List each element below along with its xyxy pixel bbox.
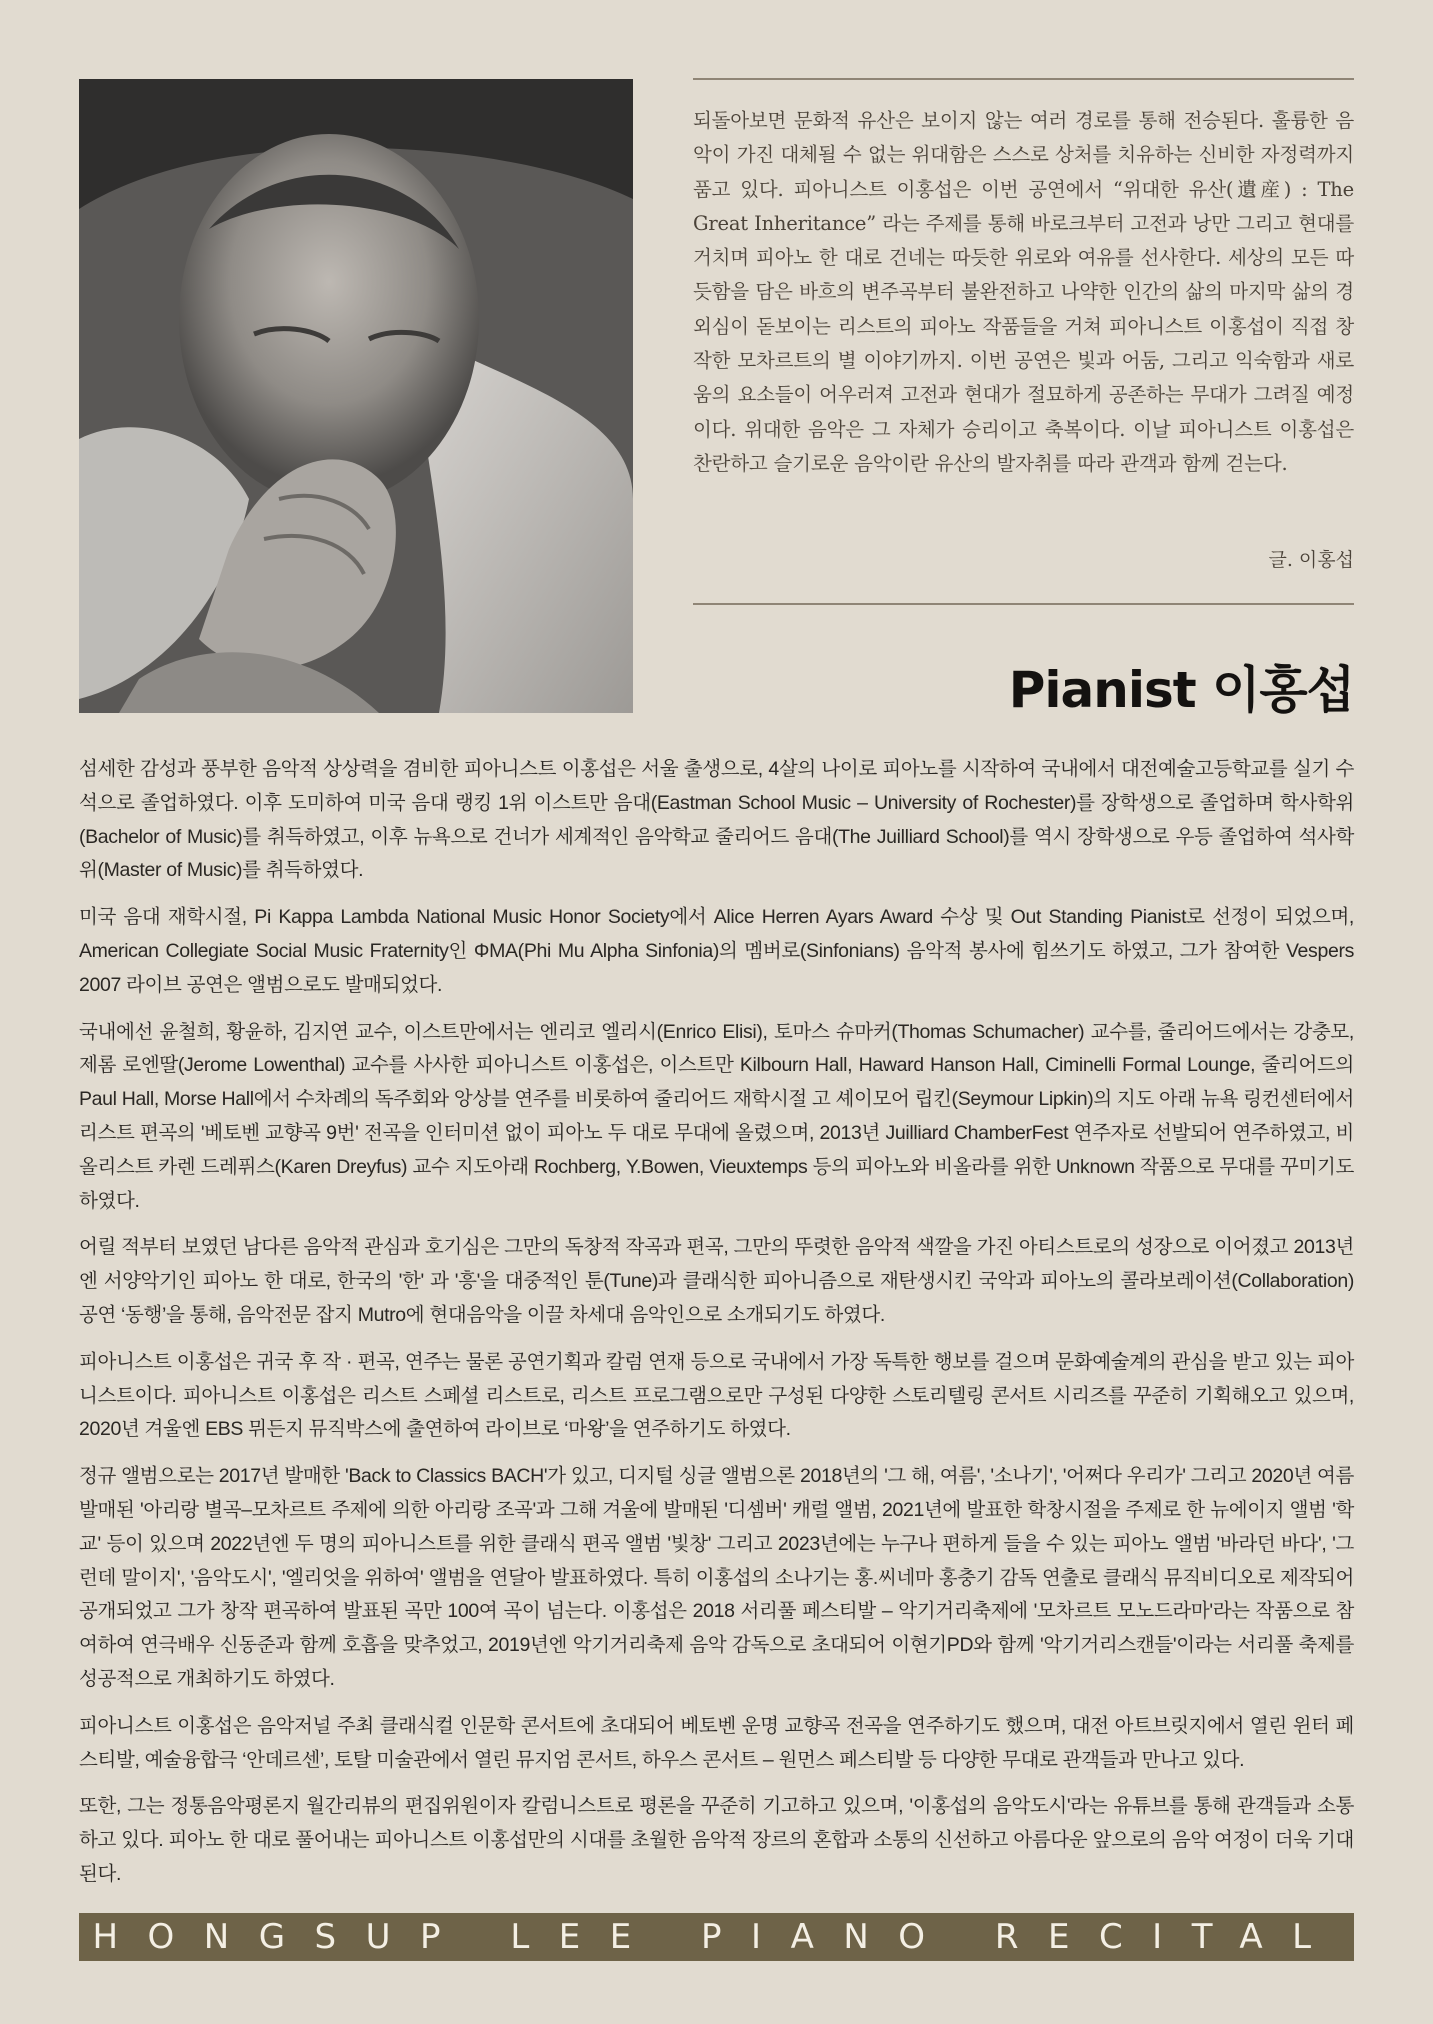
bottom-divider-line: [693, 603, 1354, 605]
bio-paragraph: 피아니스트 이홍섭은 귀국 후 작 · 편곡, 연주는 물론 공연기획과 칼럼 연재 등으로 국내에서 가장 독특한 행보를 걸으며 문화예술계의 관심을 받고 있는 피아니스트이다. 피아니스트 이홍섭은 리스트 스페셜 리스트로, 리스트 프로그램으로만 구성된 다양한 스토리텔링 콘서트 시리즈를 꾸준히 기획해오고 있으며, 2020년 겨울엔 EBS 뮈든지 뮤직박스에 출연하여 라이브로 ‘마왕’을 연주하기도 하였다.: [79, 1350, 1354, 1441]
bio-paragraph: 피아니스트 이홍섭은 음악저널 주최 클래식컬 인문학 콘서트에 초대되어 베토벤 운명 교향곡 전곡을 연주하기도 했으며, 대전 아트브릿지에서 열린 윈터 페스티발, 예술융합극 ‘안데르센’, 토탈 미술관에서 열린 뮤지엄 콘서트, 하우스 콘서트 – 원먼스 페스티발 등 다양한 무대로 관객들과 만나고 있다.: [79, 1714, 1354, 1771]
bio-paragraph: 국내에선 윤철희, 황윤하, 김지연 교수, 이스트만에서는 엔리코 엘리시(Enrico Elisi), 토마스 슈마커(Thomas Schumacher) 교수를, 줄리어드에서는 강충모, 제롬 로엔딸(Jerome Lowenthal) 교수를 사사한 피아니스트 이홍섭은, 이스트만 Kilbourn Hall, Haward Hanson Hall, Ciminelli Formal Lounge, 줄리어드의 Paul Hall, Morse Hall에서 수차례의 독주회와 앙상블 연주를 비롯하여 줄리어드 재학시절 고 셰이모어 립킨(Seymour Lipkin)의 지도 아래 뉴욕 링컨센터에서 리스트 편곡의 '베토벤 교향곡 9번' 전곡을 인터미션 없이 피아노 두 대로 무대에 올렸으며, 2013년 Juilliard ChamberFest 연주자로 선발되어 연주하였고, 비올리스트 카렌 드레퓌스(Karen Dreyfus) 교수 지도아래 Rochberg, Y.Bowen, Vieuxtemps 등의 피아노와 비올라를 위한 Unknown 작품으로 무대를 꾸미기도 하였다.: [79, 1020, 1354, 1212]
page-title: Pianist 이홍섭: [1008, 661, 1354, 719]
bio-paragraph: 어릴 적부터 보였던 남다른 음악적 관심과 호기심은 그만의 독창적 작곡과 편곡, 그만의 뚜렷한 음악적 색깔을 가진 아티스트로의 성장으로 이어졌고 2013년엔 서양악기인 피아노 한 대로, 한국의 '한' 과 '흥'을 대중적인 툰(Tune)과 클래식한 피아니즘으로 재탄생시킨 국악과 피아노의 콜라보레이션(Collaboration) 공연 ‘동행’을 통해, 음악전문 잡지 Mutro에 현대음악을 이끌 차세대 음악인으로 소개되기도 하였다.: [79, 1236, 1354, 1326]
bio-paragraph: 또한, 그는 정통음악평론지 월간리뷰의 편집위원이자 칼럼니스트로 평론을 꾸준히 기고하고 있으며, '이홍섭의 음악도시'라는 유튜브를 통해 관객들과 소통하고 있다. 피아노 한 대로 풀어내는 피아니스트 이홍섭만의 시대를 초월한 음악적 장르의 혼합과 소통의 신선하고 아름다운 앞으로의 음악 여정이 더욱 기대된다.: [79, 1795, 1354, 1885]
footer-banner-text: HONGSUP LEE PIANO RECITAL: [92, 1917, 1341, 1957]
bio-paragraph: 섬세한 감성과 풍부한 음악적 상상력을 겸비한 피아니스트 이홍섭은 서울 출생으로, 4살의 나이로 피아노를 시작하여 국내에서 대전예술고등학교를 실기 수석으로 졸업하였다. 이후 도미하여 미국 음대 랭킹 1위 이스트만 음대(Eastman School Music – University of Rochester)를 장학생으로 졸업하며 학사학위(Bachelor of Music)를 취득하였고, 이후 뉴욕으로 건너가 세계적인 음악학교 줄리어드 음대(The Juilliard School)를 역시 장학생으로 우등 졸업하여 석사학위(Master of Music)를 취득하였다.: [79, 758, 1354, 882]
biography: [79, 753, 1354, 1905]
intro-credit: 글. 이홍섭: [1268, 549, 1354, 571]
intro-paragraph: 되돌아보면 문화적 유산은 보이지 않는 여러 경로를 통해 전승된다. 훌륭한 음악이 가진 대체될 수 없는 위대함은 스스로 상처를 치유하는 신비한 자정력까지 품고 있다. 피아니스트 이홍섭은 이번 공연에서 “위대한 유산(遺産) : The Great Inheritance” 라는 주제를 통해 바로크부터 고전과 낭만 그리고 현대를 거치며 피아노 한 대로 건네는 따듯한 위로와 여유를 선사한다. 세상의 모든 따듯함을 담은 바흐의 변주곡부터 불완전하고 나약한 인간의 삶의 마지막 삶의 경외심이 돋보이는 리스트의 피아노 작품들을 거쳐 피아니스트 이홍섭이 직접 창작한 모차르트의 별 이야기까지. 이번 공연은 빛과 어둠, 그리고 익숙함과 새로움의 요소들이 어우러져 고전과 현대가 절묘하게 공존하는 무대가 그려질 예정이다. 위대한 음악은 그 자체가 승리이고 축복이다. 이날 피아니스트 이홍섭은 찬란하고 슬기로운 음악이란 유산의 발자취를 따라 관객과 함께 걷는다.: [693, 109, 1354, 475]
bio-paragraph: 미국 음대 재학시절, Pi Kappa Lambda National Music Honor Society에서 Alice Herren Ayars Award 수상 및 Out Standing Pianist로 선정이 되었으며, American Collegiate Social Music Fraternity인 ΦMA(Phi Mu Alpha Sinfonia)의 멤버로(Sinfonians) 음악적 봉사에 힘쓰기도 하였고, 그가 참여한 Vespers 2007 라이브 공연은 앨범으로도 발매되었다.: [79, 906, 1354, 996]
pianist-portrait-photo: [79, 79, 633, 713]
top-divider-line: [693, 78, 1354, 80]
bio-paragraph: 정규 앨범으로는 2017년 발매한 'Back to Classics BACH'가 있고, 디지털 싱글 앨범으론 2018년의 '그 해, 여름', '소나기', '어쩌다 우리가' 그리고 2020년 여름 발매된 '아리랑 별곡–모차르트 주제에 의한 아리랑 조곡'과 그해 겨울에 발매된 '디셈버' 캐럴 앨범, 2021년에 발표한 학창시절을 주제로 한 뉴에이지 앨범 '학교' 등이 있으며 2022년엔 두 명의 피아니스트를 위한 클래식 편곡 앨범 '빛창' 그리고 2023년에는 누구나 편하게 들을 수 있는 피아노 앨범 '바라던 바다', '그런데 말이지', '음악도시', '엘리엇을 위하여' 앨범을 연달아 발표하였다. 특히 이홍섭의 소나기는 홍.씨네마 홍충기 감독 연출로 클래식 뮤직비디오로 제작되어 공개되었고 그가 창작 편곡하여 발표된 곡만 100여 곡이 넘는다. 이홍섭은 2018 서리풀 페스티발 – 악기거리축제에 '모차르트 모노드라마'라는 작품으로 참여하여 연극배우 신동준과 함께 호흡을 맞추었고, 2019년엔 악기거리축제 음악 감독으로 초대되어 이현기PD와 함께 '악기거리스캔들'이라는 서리풀 축제를 성공적으로 개최하기도 하였다.: [79, 1465, 1354, 1690]
footer-banner: [79, 1913, 1354, 1961]
portrait-illustration: [79, 79, 633, 713]
